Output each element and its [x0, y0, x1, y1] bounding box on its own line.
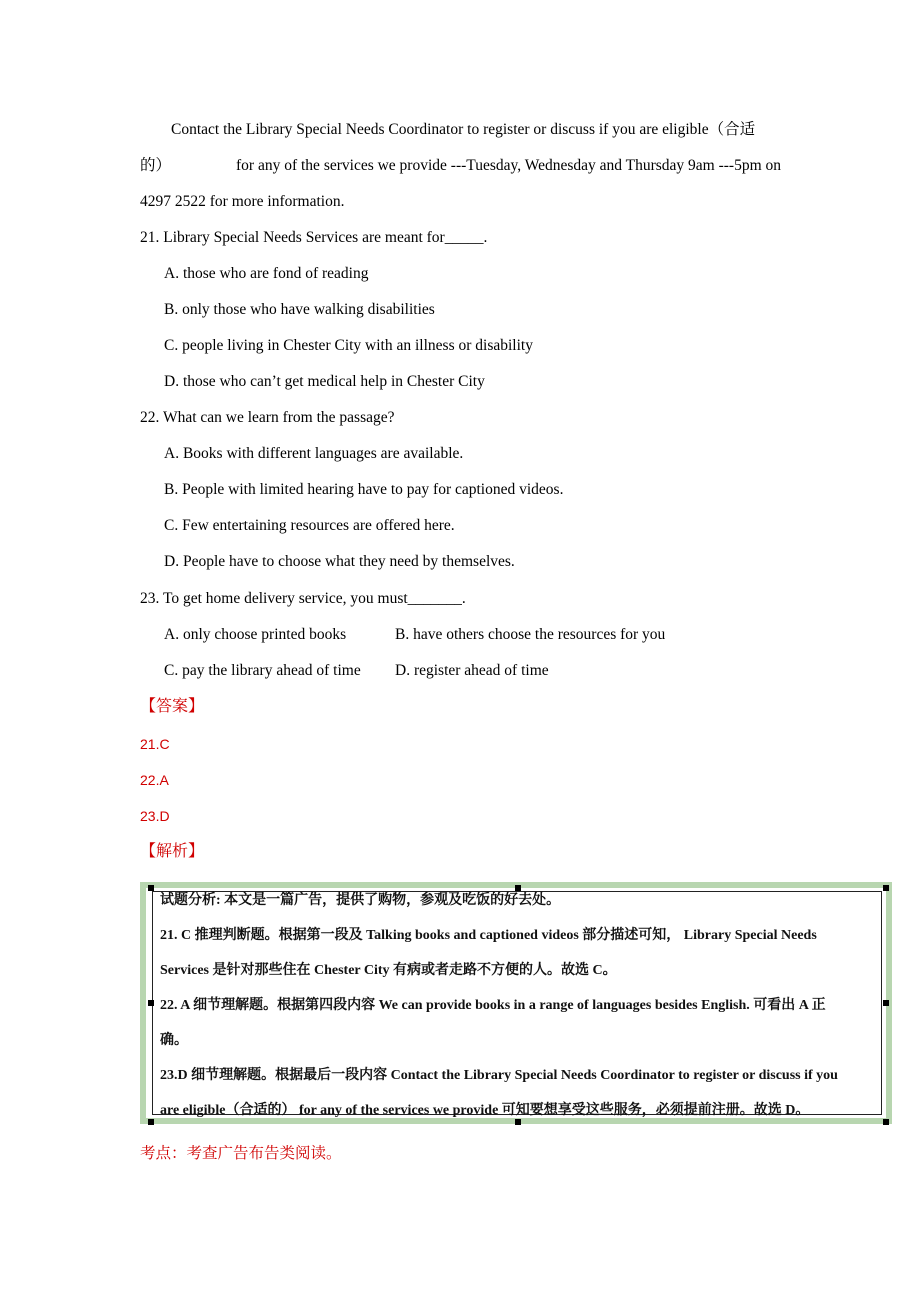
question-22-option-d: D. People have to choose what they need by themselves. — [164, 553, 515, 570]
passage-line-2-rest: for any of the services we provide ---Tuesday, Wednesday and Thursday 9am ---5pm on — [236, 157, 781, 174]
passage-line-2 — [140, 156, 781, 176]
question-22-option-c: C. Few entertaining resources are offered here. — [164, 517, 455, 534]
analysis-line-7: are eligible（合适的） for any of the services we provide 可知要想享受这些服务，必须提前注册。故选 D。 — [160, 1103, 810, 1118]
analysis-heading: 【解析】 — [140, 843, 205, 860]
analysis-line-4: 22. A 细节理解题。根据第四段内容 We can provide books in a range of languages besides English. 可看出 A 正 — [160, 998, 826, 1013]
question-23-option-c: C. pay the library ahead of time — [164, 662, 361, 679]
answer-23: 23.D — [140, 808, 170, 824]
question-22-option-a: A. Books with different languages are available. — [164, 445, 464, 462]
resize-handle-top-left[interactable] — [148, 885, 154, 891]
question-23-stem: 23. To get home delivery service, you must_______. — [140, 590, 466, 607]
resize-handle-bottom-left[interactable] — [148, 1119, 154, 1125]
analysis-line-5: 确。 — [160, 1033, 188, 1048]
analysis-line-2: 21. C 推理判断题。根据第一段及 Talking books and captioned videos 部分描述可知， Library Special Needs — [160, 928, 817, 943]
answer-22: 22.A — [140, 772, 169, 788]
analysis-line-3: Services 是针对那些住在 Chester City 有病或者走路不方便的人。故选 C。 — [160, 963, 617, 978]
resize-handle-middle-right[interactable] — [883, 1000, 889, 1006]
question-22-option-b: B. People with limited hearing have to pay for captioned videos. — [164, 481, 564, 498]
resize-handle-bottom-right[interactable] — [883, 1119, 889, 1125]
question-21-option-a: A. those who are fond of reading — [164, 265, 369, 282]
kaodian-note: 考点：考查广告布告类阅读。 — [140, 1145, 342, 1162]
resize-handle-top-right[interactable] — [883, 885, 889, 891]
passage-line-3: 4297 2522 for more information. — [140, 193, 345, 210]
question-21-option-c: C. people living in Chester City with an illness or disability — [164, 337, 533, 354]
resize-handle-middle-left[interactable] — [148, 1000, 154, 1006]
resize-handle-top-middle[interactable] — [515, 885, 521, 891]
answer-21: 21.C — [140, 736, 170, 752]
question-23-option-a: A. only choose printed books — [164, 626, 347, 643]
question-21-stem: 21. Library Special Needs Services are meant for_____. — [140, 229, 488, 246]
question-23-option-d: D. register ahead of time — [395, 662, 549, 679]
passage-line-1: Contact the Library Special Needs Coordinator to register or discuss if you are eligible（合适 — [171, 121, 756, 138]
passage-line-2-start: 的） — [140, 157, 172, 174]
question-21-option-d: D. those who can’t get medical help in Chester City — [164, 373, 485, 390]
answer-heading: 【答案】 — [140, 698, 205, 715]
question-22-stem: 22. What can we learn from the passage? — [140, 409, 395, 426]
analysis-line-1: 试题分析: 本文是一篇广告，提供了购物，参观及吃饭的好去处。 — [160, 893, 561, 908]
analysis-line-6: 23.D 细节理解题。根据最后一段内容 Contact the Library Special Needs Coordinator to register or discuss if you — [160, 1068, 838, 1083]
resize-handle-bottom-middle[interactable] — [515, 1119, 521, 1125]
question-21-option-b: B. only those who have walking disabilities — [164, 301, 435, 318]
analysis-image-box — [140, 882, 892, 1124]
question-23-option-b: B. have others choose the resources for you — [395, 626, 666, 643]
